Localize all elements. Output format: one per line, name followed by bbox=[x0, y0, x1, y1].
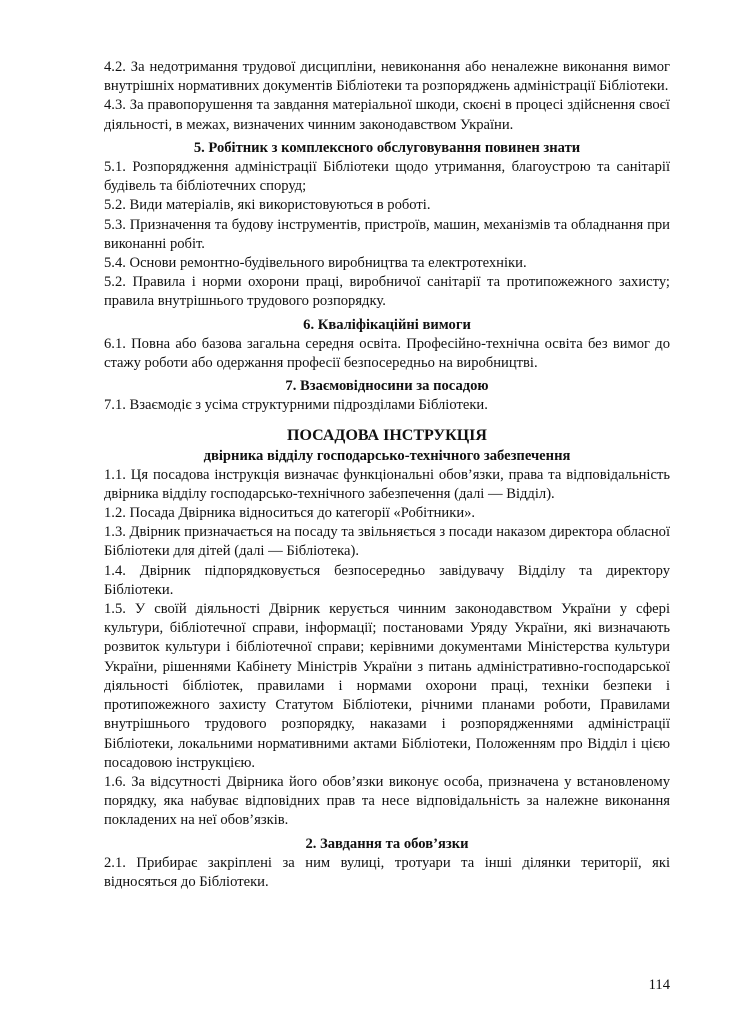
page-number: 114 bbox=[648, 977, 670, 993]
section-heading-7: 7. Взаємовідносини за посадою bbox=[285, 378, 489, 395]
paragraph-5-3: 5.3. Призначення та будову інструментів, пристроїв, машин, механізмів та обладнання при виконанні робіт. bbox=[104, 216, 670, 252]
paragraph-5-2-safety: 5.2. Правила і норми охорони праці, виробничої санітарії та протипожежного захисту; правила внутрішнього трудового розпорядку. bbox=[104, 274, 670, 310]
paragraph-6-1: 6.1. Повна або базова загальна середня освіта. Професійно-технічна освіта без вимог до стажу роботи або одержання професії безпосередньо на виробництві. bbox=[104, 335, 670, 372]
paragraph-7-1: 7.1. Взаємодіє з усіма структурними підрозділами Бібліотеки. bbox=[104, 397, 488, 414]
section-heading-5: 5. Робітник з комплексного обслуговування повинен знати bbox=[193, 139, 581, 156]
page-body bbox=[104, 58, 670, 892]
paragraph-2-1: 2.1. Прибирає закріплені за ним вулиці, тротуари та інші ділянки території, які відносяться до Бібліотеки. bbox=[104, 854, 670, 890]
paragraph-1-6: 1.6. За відсутності Двірника його обов’язки виконує особа, призначена у встановленому порядку, яка набуває відповідних прав та несе відповідальність за належне виконання покладених на неї обов’язків. bbox=[104, 773, 670, 829]
paragraph-1-4: 1.4. Двірник підпорядковується безпосередньо завідувачу Відділу та директору Бібліотеки. bbox=[104, 562, 670, 598]
paragraph-1-1: 1.1. Ця посадова інструкція визначає функціональні обов’язки, права та відповідальність двірника відділу господарсько-технічного забезпечення (далі — Відділ). bbox=[104, 466, 670, 502]
section-heading-2: 2. Завдання та обов’язки bbox=[305, 835, 469, 852]
paragraph-4-2: 4.2. За недотримання трудової дисципліни, невиконання або неналежне виконання вимог внутрішніх нормативних документів Бібліотеки та розпоряджень адміністрації Бібліотеки. bbox=[104, 59, 670, 95]
paragraph-5-4: 5.4. Основи ремонтно-будівельного виробництва та електротехніки. bbox=[104, 255, 527, 272]
paragraph-5-2-materials: 5.2. Види матеріалів, які використовуються в роботі. bbox=[104, 197, 431, 214]
section-heading-6: 6. Кваліфікаційні вимоги bbox=[303, 316, 471, 333]
paragraph-1-5: 1.5. У своїй діяльності Двірник керується чинним законодавством України у сфері культури, бібліотечної справи, інформації; постановами Уряду України, які визначають розвиток культури і бібліотечної справи; керівними документами Міністерства культури України, рішеннями Кабінету Міністрів України з питань адміністративно-господарської діяльності бібліотек, правилами і нормами охорони праці, техніки безпеки і протипожежного захисту Статутом Бібліотеки, річними планами роботи, Правилами внутрішнього трудового розпорядку, наказами і розпорядженнями адміністрації Бібліотеки, локальними нормативними актами Бібліотеки, Положенням про Відділ і цією посадовою інструкцією. bbox=[104, 601, 670, 771]
paragraph-1-3: 1.3. Двірник призначається на посаду та звільняється з посади наказом директора обласної Бібліотеки для дітей (далі — Бібліотека). bbox=[104, 524, 671, 560]
document-title: ПОСАДОВА ІНСТРУКЦІЯ bbox=[287, 426, 487, 444]
paragraph-1-2: 1.2. Посада Двірника відноситься до категорії «Робітники». bbox=[104, 505, 476, 522]
paragraph-4-3: 4.3. За правопорушення та завдання матеріальної шкоди, скоєні в процесі здійснення своєї діяльності, в межах, визначених чинним законодавством України. bbox=[104, 97, 670, 133]
document-subtitle: двірника відділу господарсько-технічного забезпечення bbox=[203, 447, 571, 464]
paragraph-5-1: 5.1. Розпорядження адміністрації Бібліотеки щодо утримання, благоустрою та санітарії будівель та бібліотечних споруд; bbox=[104, 159, 670, 195]
